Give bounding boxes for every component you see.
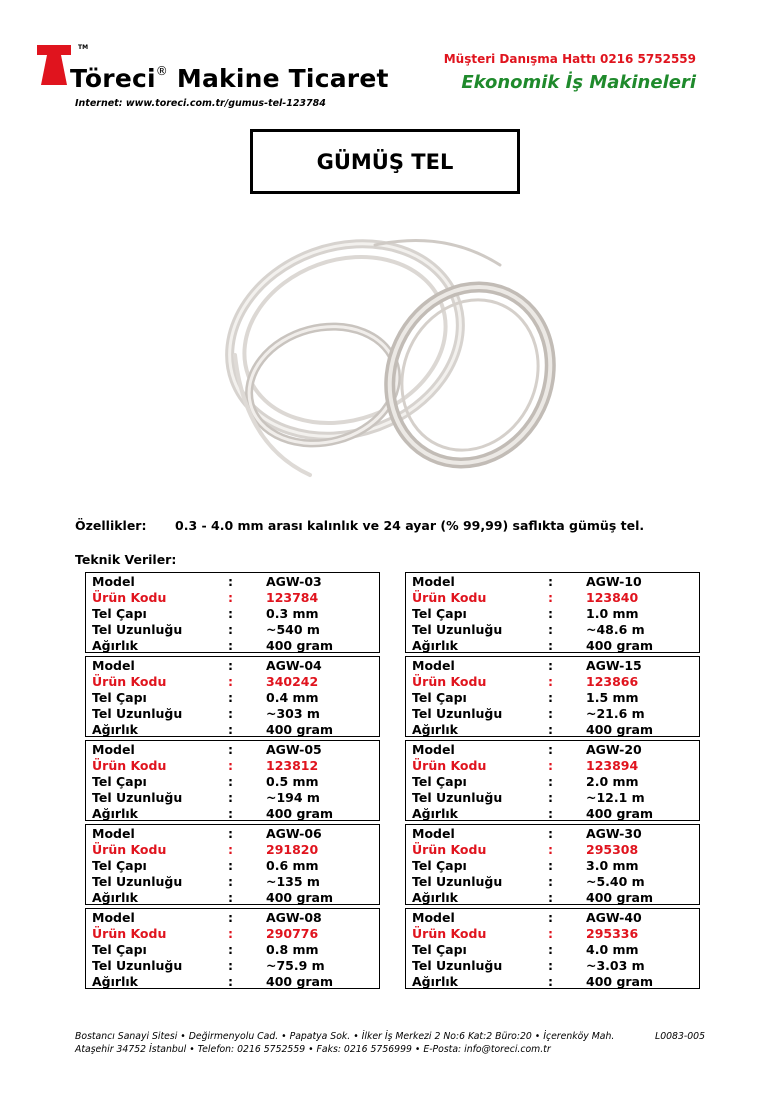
model-value: AGW-10 — [586, 574, 642, 589]
length-label: Tel Uzunluğu — [92, 622, 183, 637]
diameter-value: 0.8 mm — [266, 942, 319, 957]
registered-mark: ® — [155, 63, 168, 78]
product-title-box — [250, 129, 520, 194]
length-value: ~135 m — [266, 874, 320, 889]
product-code-value: 123866 — [586, 674, 639, 689]
colon: : — [548, 722, 553, 737]
weight-label: Ağırlık — [412, 890, 458, 905]
length-value: ~194 m — [266, 790, 320, 805]
trademark-mark: TM — [78, 44, 89, 51]
length-row — [412, 622, 699, 638]
diameter-label: Tel Çapı — [412, 774, 467, 789]
weight-row — [92, 890, 379, 906]
weight-label: Ağırlık — [92, 722, 138, 737]
colon: : — [548, 774, 553, 789]
product-code-label: Ürün Kodu — [92, 926, 167, 941]
product-code-label: Ürün Kodu — [412, 674, 487, 689]
length-value: ~48.6 m — [586, 622, 645, 637]
model-value: AGW-30 — [586, 826, 642, 841]
diameter-row — [412, 690, 699, 706]
model-row — [92, 742, 379, 758]
length-label: Tel Uzunluğu — [412, 958, 503, 973]
length-row — [92, 622, 379, 638]
product-code-value: 291820 — [266, 842, 319, 857]
model-label: Model — [412, 910, 455, 925]
length-row — [92, 790, 379, 806]
model-label: Model — [412, 826, 455, 841]
length-value: ~540 m — [266, 622, 320, 637]
length-row — [92, 706, 379, 722]
weight-label: Ağırlık — [412, 974, 458, 989]
model-row — [412, 658, 699, 674]
length-label: Tel Uzunluğu — [412, 874, 503, 889]
weight-row — [412, 722, 699, 738]
weight-row — [412, 974, 699, 990]
company-name: Töreci® Makine Ticaret — [70, 63, 389, 93]
product-code-value: 290776 — [266, 926, 319, 941]
colon: : — [548, 706, 553, 721]
diameter-value: 1.5 mm — [586, 690, 639, 705]
model-row — [92, 658, 379, 674]
colon: : — [228, 590, 233, 605]
colon: : — [548, 674, 553, 689]
weight-label: Ağırlık — [412, 722, 458, 737]
colon: : — [548, 942, 553, 957]
weight-row — [412, 638, 699, 654]
spec-card — [85, 824, 380, 905]
model-row — [92, 826, 379, 842]
colon: : — [548, 638, 553, 653]
weight-value: 400 gram — [586, 722, 654, 737]
weight-value: 400 gram — [266, 974, 334, 989]
colon: : — [548, 958, 553, 973]
spec-card — [405, 908, 700, 989]
spec-card — [85, 656, 380, 737]
colon: : — [228, 926, 233, 941]
spec-card — [405, 824, 700, 905]
model-label: Model — [92, 826, 135, 841]
colon: : — [548, 806, 553, 821]
footer-address: Bostancı Sanayi Sitesi • Değirmenyolu Cad. • Papatya Sok. • İlker İş Merkezi 2 No:6 Kat:2 Büro:20 • İçerenköy Mah. — [75, 1031, 615, 1042]
product-code-row — [412, 842, 699, 858]
colon: : — [228, 958, 233, 973]
weight-value: 400 gram — [266, 722, 334, 737]
model-row — [92, 574, 379, 590]
colon: : — [548, 910, 553, 925]
colon: : — [228, 742, 233, 757]
product-code-row — [412, 590, 699, 606]
weight-value: 400 gram — [266, 638, 334, 653]
colon: : — [228, 842, 233, 857]
length-row — [412, 958, 699, 974]
product-title: GÜMÜŞ TEL — [316, 149, 454, 174]
colon: : — [548, 758, 553, 773]
weight-row — [412, 890, 699, 906]
spec-card-grid — [85, 572, 700, 989]
weight-row — [412, 806, 699, 822]
weight-value: 400 gram — [586, 974, 654, 989]
diameter-row — [412, 858, 699, 874]
diameter-value: 2.0 mm — [586, 774, 639, 789]
diameter-label: Tel Çapı — [92, 942, 147, 957]
silver-wire-coils-image — [215, 205, 560, 505]
colon: : — [228, 658, 233, 673]
product-code-row — [92, 926, 379, 942]
product-code-row — [92, 590, 379, 606]
document-code: L0083-005 — [655, 1031, 705, 1042]
product-code-value: 123840 — [586, 590, 639, 605]
weight-label: Ağırlık — [92, 806, 138, 821]
colon: : — [228, 638, 233, 653]
weight-label: Ağırlık — [92, 638, 138, 653]
colon: : — [228, 942, 233, 957]
model-value: AGW-40 — [586, 910, 642, 925]
length-label: Tel Uzunluğu — [92, 790, 183, 805]
colon: : — [548, 842, 553, 857]
length-row — [412, 874, 699, 890]
colon: : — [228, 606, 233, 621]
length-row — [92, 874, 379, 890]
colon: : — [228, 974, 233, 989]
colon: : — [548, 826, 553, 841]
weight-row — [92, 974, 379, 990]
spec-card — [405, 740, 700, 821]
product-code-label: Ürün Kodu — [412, 842, 487, 857]
features-line — [75, 518, 645, 533]
product-code-row — [412, 926, 699, 942]
colon: : — [548, 574, 553, 589]
diameter-row — [92, 942, 379, 958]
colon: : — [548, 974, 553, 989]
length-row — [92, 958, 379, 974]
length-label: Tel Uzunluğu — [92, 874, 183, 889]
colon: : — [228, 574, 233, 589]
weight-row — [92, 806, 379, 822]
diameter-label: Tel Çapı — [412, 606, 467, 621]
colon: : — [228, 706, 233, 721]
product-code-value: 123784 — [266, 590, 319, 605]
product-code-value: 123812 — [266, 758, 319, 773]
colon: : — [228, 674, 233, 689]
footer-contact: Ataşehir 34752 İstanbul • Telefon: 0216 5752559 • Faks: 0216 5756999 • E-Posta: info@toreci.com.tr — [75, 1044, 551, 1055]
colon: : — [228, 910, 233, 925]
toreci-logo-icon — [37, 45, 71, 85]
model-label: Model — [92, 574, 135, 589]
model-row — [412, 826, 699, 842]
diameter-label: Tel Çapı — [92, 774, 147, 789]
model-label: Model — [92, 910, 135, 925]
model-label: Model — [412, 742, 455, 757]
colon: : — [548, 742, 553, 757]
colon: : — [548, 858, 553, 873]
diameter-value: 0.4 mm — [266, 690, 319, 705]
product-code-value: 295308 — [586, 842, 639, 857]
model-value: AGW-05 — [266, 742, 322, 757]
diameter-value: 4.0 mm — [586, 942, 639, 957]
length-value: ~75.9 m — [266, 958, 325, 973]
colon: : — [228, 806, 233, 821]
weight-value: 400 gram — [266, 890, 334, 905]
product-code-value: 123894 — [586, 758, 639, 773]
spec-card — [85, 908, 380, 989]
product-code-label: Ürün Kodu — [92, 590, 167, 605]
colon: : — [548, 606, 553, 621]
product-code-row — [412, 674, 699, 690]
weight-label: Ağırlık — [92, 974, 138, 989]
weight-row — [92, 722, 379, 738]
weight-value: 400 gram — [586, 890, 654, 905]
weight-label: Ağırlık — [412, 806, 458, 821]
model-label: Model — [92, 658, 135, 673]
colon: : — [228, 774, 233, 789]
diameter-row — [92, 774, 379, 790]
colon: : — [548, 622, 553, 637]
product-code-row — [92, 674, 379, 690]
diameter-row — [92, 606, 379, 622]
diameter-label: Tel Çapı — [412, 690, 467, 705]
model-value: AGW-04 — [266, 658, 322, 673]
length-row — [412, 706, 699, 722]
colon: : — [548, 690, 553, 705]
diameter-row — [92, 858, 379, 874]
model-label: Model — [412, 574, 455, 589]
product-code-value: 340242 — [266, 674, 319, 689]
company-slogan: Ekonomik İş Makineleri — [461, 72, 696, 93]
colon: : — [228, 858, 233, 873]
model-value: AGW-20 — [586, 742, 642, 757]
features-value: 0.3 - 4.0 mm arası kalınlık ve 24 ayar (% 99,99) saflıkta gümüş tel. — [175, 518, 645, 533]
length-value: ~5.40 m — [586, 874, 645, 889]
model-value: AGW-15 — [586, 658, 642, 673]
tech-data-label: Teknik Veriler: — [75, 552, 177, 567]
weight-row — [92, 638, 379, 654]
model-row — [412, 910, 699, 926]
features-label: Özellikler: — [75, 518, 147, 533]
product-code-value: 295336 — [586, 926, 639, 941]
product-code-label: Ürün Kodu — [412, 926, 487, 941]
length-label: Tel Uzunluğu — [412, 706, 503, 721]
model-row — [412, 574, 699, 590]
product-url: Internet: www.toreci.com.tr/gumus-tel-123784 — [75, 98, 326, 109]
model-value: AGW-06 — [266, 826, 322, 841]
length-value: ~21.6 m — [586, 706, 645, 721]
diameter-value: 0.5 mm — [266, 774, 319, 789]
product-code-row — [92, 758, 379, 774]
model-value: AGW-08 — [266, 910, 322, 925]
product-code-label: Ürün Kodu — [92, 674, 167, 689]
model-label: Model — [412, 658, 455, 673]
length-label: Tel Uzunluğu — [412, 622, 503, 637]
diameter-label: Tel Çapı — [92, 690, 147, 705]
product-code-label: Ürün Kodu — [92, 842, 167, 857]
diameter-row — [92, 690, 379, 706]
colon: : — [548, 890, 553, 905]
colon: : — [548, 790, 553, 805]
model-label: Model — [92, 742, 135, 757]
product-code-label: Ürün Kodu — [92, 758, 167, 773]
diameter-value: 0.6 mm — [266, 858, 319, 873]
model-row — [412, 742, 699, 758]
colon: : — [228, 874, 233, 889]
diameter-label: Tel Çapı — [92, 858, 147, 873]
length-value: ~303 m — [266, 706, 320, 721]
length-label: Tel Uzunluğu — [92, 706, 183, 721]
customer-hotline: Müşteri Danışma Hattı 0216 5752559 — [443, 52, 696, 66]
colon: : — [228, 622, 233, 637]
length-value: ~3.03 m — [586, 958, 645, 973]
colon: : — [548, 874, 553, 889]
spec-card — [405, 572, 700, 653]
length-label: Tel Uzunluğu — [412, 790, 503, 805]
weight-value: 400 gram — [586, 638, 654, 653]
colon: : — [228, 758, 233, 773]
model-value: AGW-03 — [266, 574, 322, 589]
length-label: Tel Uzunluğu — [92, 958, 183, 973]
diameter-label: Tel Çapı — [412, 942, 467, 957]
diameter-value: 1.0 mm — [586, 606, 639, 621]
colon: : — [548, 926, 553, 941]
product-code-row — [92, 842, 379, 858]
model-row — [92, 910, 379, 926]
spec-card — [85, 572, 380, 653]
weight-label: Ağırlık — [412, 638, 458, 653]
colon: : — [228, 790, 233, 805]
weight-value: 400 gram — [266, 806, 334, 821]
length-row — [412, 790, 699, 806]
product-code-label: Ürün Kodu — [412, 590, 487, 605]
colon: : — [548, 658, 553, 673]
colon: : — [228, 890, 233, 905]
diameter-label: Tel Çapı — [92, 606, 147, 621]
spec-card — [85, 740, 380, 821]
diameter-value: 0.3 mm — [266, 606, 319, 621]
weight-label: Ağırlık — [92, 890, 138, 905]
spec-card — [405, 656, 700, 737]
diameter-row — [412, 774, 699, 790]
diameter-row — [412, 606, 699, 622]
diameter-label: Tel Çapı — [412, 858, 467, 873]
diameter-row — [412, 942, 699, 958]
diameter-value: 3.0 mm — [586, 858, 639, 873]
product-code-row — [412, 758, 699, 774]
colon: : — [228, 690, 233, 705]
weight-value: 400 gram — [586, 806, 654, 821]
product-code-label: Ürün Kodu — [412, 758, 487, 773]
colon: : — [228, 722, 233, 737]
colon: : — [548, 590, 553, 605]
length-value: ~12.1 m — [586, 790, 645, 805]
colon: : — [228, 826, 233, 841]
